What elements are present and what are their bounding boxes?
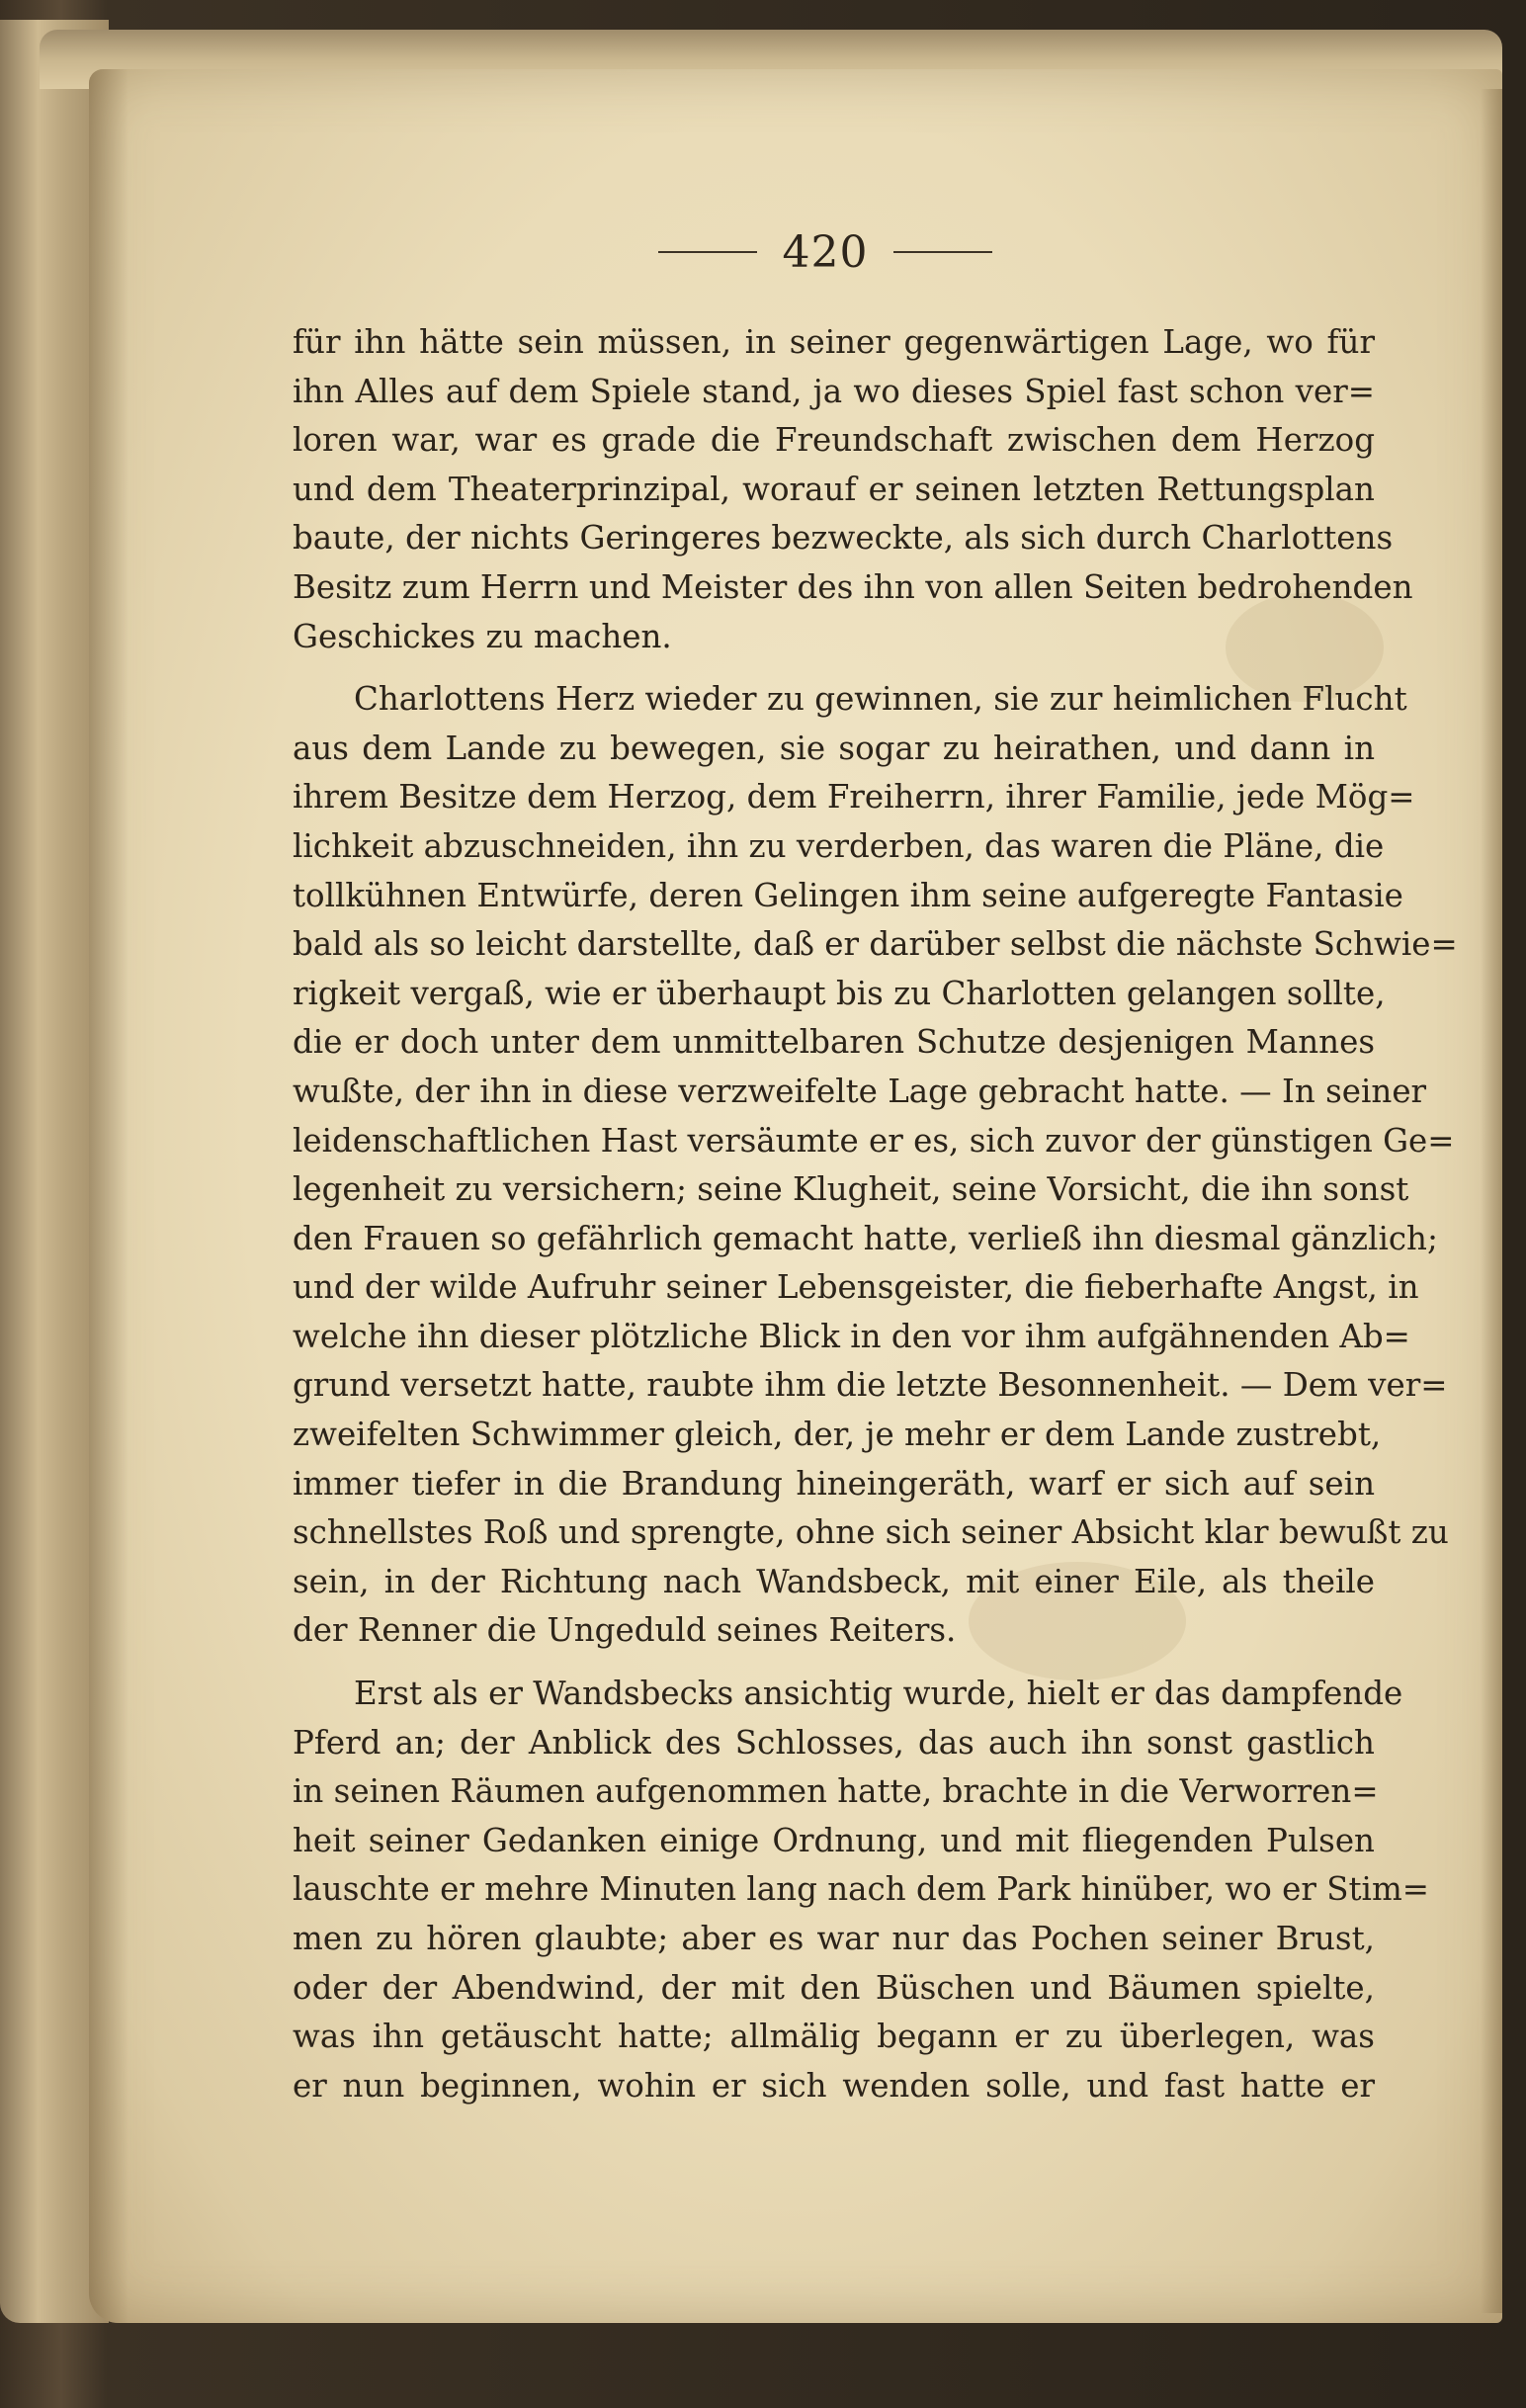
- text-line: was ihn getäuscht hatte; allmälig begann er zu überlegen, was: [293, 2018, 1375, 2056]
- text-line: leidenschaftlichen Hast versäumte er es, sich zuvor der günstigen Ge=: [293, 1121, 1455, 1160]
- text-line: oder der Abendwind, der mit den Büschen und Bäumen spielte,: [293, 1968, 1375, 2007]
- text-line: welche ihn dieser plötzliche Blick in den vor ihm aufgähnenden Ab=: [293, 1317, 1410, 1355]
- text-line: in seinen Räumen aufgenommen hatte, brachte in die Verworren=: [293, 1772, 1379, 1811]
- text-line: den Frauen so gefährlich gemacht hatte, verließ ihn diesmal gänzlich;: [293, 1219, 1438, 1257]
- text-line: rigkeit vergaß, wie er überhaupt bis zu Charlotten gelangen sollte,: [293, 974, 1386, 1012]
- text-line: sein, in der Richtung nach Wandsbeck, mit einer Eile, als theile: [293, 1562, 1375, 1600]
- page-gutter-shadow: [89, 69, 128, 2323]
- text-line: ihrem Besitze dem Herzog, dem Freiherrn, ihrer Familie, jede Mög=: [293, 778, 1415, 817]
- text-line: er nun beginnen, wohin er sich wenden solle, und fast hatte er: [293, 2066, 1375, 2105]
- header-rule-left: [658, 251, 757, 253]
- text-line: Geschickes zu machen.: [293, 617, 672, 655]
- text-line: aus dem Lande zu bewegen, sie sogar zu heirathen, und dann in: [293, 729, 1375, 767]
- body-text: [293, 318, 1458, 2110]
- text-line: immer tiefer in die Brandung hineingeräth, warf er sich auf sein: [293, 1464, 1375, 1503]
- text-line: baute, der nichts Geringeres bezweckte, als sich durch Charlottens: [293, 519, 1394, 558]
- text-line: schnellstes Roß und sprengte, ohne sich seiner Absicht klar bewußt zu: [293, 1513, 1449, 1552]
- text-line: und dem Theaterprinzipal, worauf er seinen letzten Rettungsplan: [293, 470, 1375, 508]
- text-line: loren war, war es grade die Freundschaft zwischen dem Herzog: [293, 421, 1375, 460]
- text-line: ihn Alles auf dem Spiele stand, ja wo dieses Spiel fast schon ver=: [293, 372, 1375, 410]
- text-line: zweifelten Schwimmer gleich, der, je mehr er dem Lande zustrebt,: [293, 1416, 1382, 1454]
- text-line: tollkühnen Entwürfe, deren Gelingen ihm seine aufgeregte Fantasie: [293, 876, 1403, 914]
- text-line: legenheit zu versichern; seine Klugheit, seine Vorsicht, die ihn sonst: [293, 1170, 1409, 1209]
- paragraph: [293, 675, 1458, 1656]
- text-line: lichkeit abzuschneiden, ihn zu verderben, das waren die Pläne, die: [293, 826, 1385, 865]
- text-line: heit seiner Gedanken einige Ordnung, und mit fliegenden Pulsen: [293, 1821, 1375, 1859]
- text-line: grund versetzt hatte, raubte ihm die letzte Besonnenheit. — Dem ver=: [293, 1366, 1448, 1405]
- paragraph: [293, 1670, 1429, 2110]
- text-line: Pferd an; der Anblick des Schlosses, das auch ihn sonst gastlich: [293, 1723, 1375, 1762]
- text-line: Besitz zum Herrn und Meister des ihn von allen Seiten bedrohenden: [293, 567, 1413, 606]
- text-line: bald als so leicht darstellte, daß er darüber selbst die nächste Schwie=: [293, 925, 1458, 964]
- text-line: lauschte er mehre Minuten lang nach dem Park hinüber, wo er Stim=: [293, 1870, 1429, 1909]
- page-header: [89, 217, 1502, 287]
- text-line: Charlottens Herz wieder zu gewinnen, sie zur heimlichen Flucht: [354, 680, 1407, 719]
- page-number: 420: [782, 226, 869, 278]
- header-rule-right: [893, 251, 992, 253]
- text-line: men zu hören glaubte; aber es war nur das Pochen seiner Brust,: [293, 1920, 1375, 1957]
- paragraph: [293, 318, 1413, 661]
- text-line: wußte, der ihn in diese verzweifelte Lage gebracht hatte. — In seiner: [293, 1072, 1427, 1110]
- page-right-edge: [1481, 89, 1502, 2313]
- text-line: und der wilde Aufruhr seiner Lebensgeister, die fieberhafte Angst, in: [293, 1268, 1419, 1307]
- text-line: der Renner die Ungeduld seines Reiters.: [293, 1611, 957, 1650]
- text-line: Erst als er Wandsbecks ansichtig wurde, hielt er das dampfende: [354, 1675, 1403, 1713]
- text-line: für ihn hätte sein müssen, in seiner gegenwärtigen Lage, wo für: [293, 323, 1375, 361]
- text-line: die er doch unter dem unmittelbaren Schutze desjenigen Mannes: [293, 1023, 1375, 1062]
